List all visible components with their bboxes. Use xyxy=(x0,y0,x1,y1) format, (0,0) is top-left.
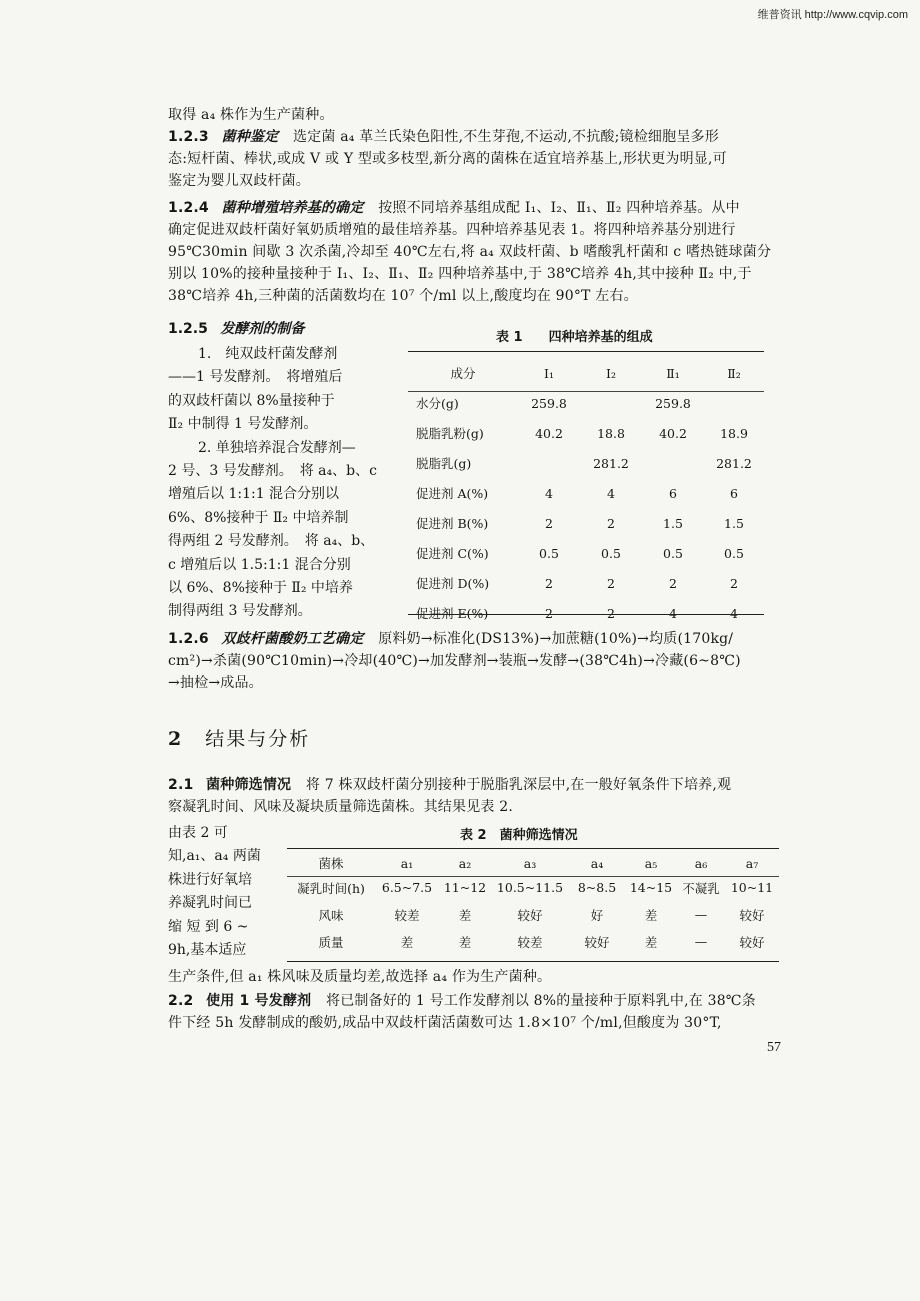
section-2-1 xyxy=(168,774,804,818)
paragraph-line: 增殖后以 1:1:1 混合分别以 xyxy=(168,486,340,503)
column-header-medium: Ⅰ₂ xyxy=(606,365,616,381)
section-2-heading xyxy=(168,724,310,751)
row-label: 风味 xyxy=(318,907,344,923)
table-cell: 281.2 xyxy=(716,455,752,471)
section-number: 2.2 xyxy=(168,993,194,1009)
table-2 xyxy=(287,852,779,955)
table-cell: 差 xyxy=(644,907,658,923)
column-header-strain-id: a₄ xyxy=(590,855,604,871)
paragraph-text: 38℃培养 4h,三种菌的活菌数均在 10⁷ 个/ml 以上,酸度均在 90°T 左右。 xyxy=(168,288,638,304)
table-row xyxy=(408,568,764,598)
paragraph-text: cm²)→杀菌(90℃10min)→冷却(40℃)→加发酵剂→装瓶→发酵→(38℃4h)→冷藏(6~8℃) xyxy=(168,653,741,669)
row-label: 促进剂 D(%) xyxy=(416,576,490,591)
section-2-2 xyxy=(168,990,804,1034)
table-cell: 较差 xyxy=(394,907,420,923)
section-1-2-6 xyxy=(168,628,804,694)
table-cell: 8~8.5 xyxy=(577,880,617,895)
table-row xyxy=(408,418,764,448)
table-cell xyxy=(642,448,704,478)
table-2-top-rule xyxy=(287,848,779,849)
paragraph-text: 别以 10%的接种量接种于 Ⅰ₁、Ⅰ₂、Ⅱ₁、Ⅱ₂ 四种培养基中,于 38℃培养 4h,其中接种 Ⅱ₂ 中,于 xyxy=(168,266,752,282)
paragraph-line: 得两组 2 号发酵剂。 将 a₄、b、 xyxy=(168,533,375,550)
table-1-header-row xyxy=(408,358,764,388)
table-cell: 6.5~7.5 xyxy=(381,880,433,895)
table-cell: 6 xyxy=(669,485,677,501)
paragraph-line: c 增殖后以 1.5:1:1 混合分别 xyxy=(168,556,351,573)
table-cell: 4 xyxy=(545,485,553,501)
paragraph-line: 缩 短 到 6 ~ xyxy=(168,918,249,935)
intro-line: 取得 a₄ 株作为生产菌种。 xyxy=(168,107,334,123)
table-cell: 40.2 xyxy=(659,425,687,441)
paragraph-line: 由表 2 可 xyxy=(168,825,228,841)
page-number: 57 xyxy=(767,1040,781,1055)
paragraph-text: 态:短杆菌、棒状,或成 V 或 Y 型或多枝型,新分离的菌株在适宜培养基上,形状更为明显,可 xyxy=(168,151,727,167)
column-header-strain-id: a₃ xyxy=(523,855,537,871)
table-cell: 6 xyxy=(730,485,738,501)
column-header-strain-id: a₇ xyxy=(745,855,759,871)
section-1-2-4 xyxy=(168,197,804,307)
table-cell: 2 xyxy=(669,575,677,591)
table-cell: 4 xyxy=(669,605,677,621)
section-title: 使用 1 号发酵剂 xyxy=(206,993,312,1009)
section-title: 菌种鉴定 xyxy=(221,129,279,145)
column-header-strain-id: a₅ xyxy=(644,855,658,871)
row-label: 质量 xyxy=(318,934,344,950)
row-label: 促进剂 B(%) xyxy=(416,516,489,531)
row-label: 促进剂 E(%) xyxy=(416,606,489,621)
section-1-2-5-body xyxy=(168,343,386,624)
paragraph-line: 养凝乳时间已 xyxy=(168,895,252,912)
table-cell: — xyxy=(694,934,708,949)
table-cell: 差 xyxy=(458,934,472,950)
table-cell: 较好 xyxy=(739,934,765,950)
table-cell: 4 xyxy=(607,485,615,501)
paragraph-line: 株进行好氧培 xyxy=(168,871,252,888)
section-number: 1.2.6 xyxy=(168,631,209,647)
section-number: 1.2.5 xyxy=(168,321,208,337)
paragraph-line: 知,a₁、a₄ 两菌 xyxy=(168,848,261,865)
table-row xyxy=(287,874,779,901)
table-1-caption: 表 1 四种培养基的组成 xyxy=(496,330,653,345)
table-cell: 差 xyxy=(400,934,414,950)
paragraph-text: 件下经 5h 发酵制成的酸奶,成品中双歧杆菌活菌数可达 1.8×10⁷ 个/ml,但酸度为 30°T, xyxy=(168,1015,722,1031)
table-row xyxy=(408,508,764,538)
table-2-caption: 表 2 菌种筛选情况 xyxy=(460,828,578,843)
column-header-strain: 菌株 xyxy=(318,856,344,871)
row-label: 凝乳时间(h) xyxy=(297,880,365,896)
row-label: 脱脂乳(g) xyxy=(416,456,472,471)
table-cell: 259.8 xyxy=(531,395,567,411)
paragraph-line: 6%、8%接种于 Ⅱ₂ 中培养制 xyxy=(168,509,349,526)
paragraph-text: 鉴定为婴儿双歧杆菌。 xyxy=(168,173,310,189)
section-number: 2 xyxy=(168,728,182,750)
table-1-bottom-rule xyxy=(408,614,764,615)
section-2-1-side-text xyxy=(168,822,272,962)
table-cell: 2 xyxy=(607,575,615,591)
table-cell: 11~12 xyxy=(443,880,487,895)
column-header-strain-id: a₁ xyxy=(400,855,414,871)
table-cell: 1.5 xyxy=(724,515,744,531)
table-cell: 1.5 xyxy=(663,515,683,531)
table-cell: 较好 xyxy=(517,907,543,923)
column-header-medium: Ⅰ₁ xyxy=(544,365,554,381)
table-row xyxy=(408,598,764,628)
paragraph-text: 选定菌 a₄ 革兰氏染色阳性,不生芽孢,不运动,不抗酸;镜检细胞呈多形 xyxy=(293,129,719,145)
paragraph-line: ——1 号发酵剂。 将增殖后 xyxy=(168,369,343,386)
table-cell: — xyxy=(694,907,708,922)
column-header-strain-id: a₆ xyxy=(694,855,708,871)
table-cell: 2 xyxy=(607,605,615,621)
row-label: 水分(g) xyxy=(416,396,459,411)
section-title: 菌种筛选情况 xyxy=(206,777,292,793)
table-cell: 2 xyxy=(545,575,553,591)
section-number: 1.2.4 xyxy=(168,200,209,216)
table-cell: 较好 xyxy=(584,934,610,950)
paragraph-line: 2. 单独培养混合发酵剂— xyxy=(198,439,356,456)
paragraph-line: 以 6%、8%接种于 Ⅱ₂ 中培养 xyxy=(168,580,353,597)
row-label: 脱脂乳粉(g) xyxy=(416,426,484,441)
row-label: 促进剂 C(%) xyxy=(416,546,489,561)
table-row xyxy=(287,901,779,928)
section-title: 菌种增殖培养基的确定 xyxy=(221,200,364,216)
table-cell: 较好 xyxy=(739,907,765,923)
column-header-strain-id: a₂ xyxy=(458,855,472,871)
table-cell xyxy=(518,448,580,478)
table-cell: 14~15 xyxy=(629,880,673,895)
section-number: 1.2.3 xyxy=(168,129,209,145)
table-row xyxy=(287,928,779,955)
table-row xyxy=(408,478,764,508)
paragraph-text: 将 7 株双歧杆菌分别接种于脱脂乳深层中,在一般好氧条件下培养,观 xyxy=(305,777,732,793)
table-cell: 2 xyxy=(545,605,553,621)
table-cell: 差 xyxy=(458,907,472,923)
paragraph-line: 1. 纯双歧杆菌发酵剂 xyxy=(198,346,338,362)
section-1-2-5-heading xyxy=(168,318,304,340)
section-title: 双歧杆菌酸奶工艺确定 xyxy=(221,631,364,647)
table-cell: 2 xyxy=(545,515,553,531)
table-cell: 不凝乳 xyxy=(682,880,720,896)
table-cell: 4 xyxy=(730,605,738,621)
table-cell: 0.5 xyxy=(663,545,683,561)
table-1-body xyxy=(408,388,764,628)
table-cell: 2 xyxy=(730,575,738,591)
table-1-top-rule xyxy=(408,351,764,352)
table-cell: 18.9 xyxy=(720,425,748,441)
table-cell: 0.5 xyxy=(724,545,744,561)
paragraph-line: 制得两组 3 号发酵剂。 xyxy=(168,603,312,620)
section-title: 发酵剂的制备 xyxy=(220,321,305,337)
paragraph-text: 察凝乳时间、风味及凝块质量筛选菌株。其结果见表 2. xyxy=(168,799,514,815)
table-cell xyxy=(580,388,642,418)
table-cell: 0.5 xyxy=(539,545,559,561)
table-2-bottom-rule xyxy=(287,961,779,962)
table-cell: 好 xyxy=(590,907,604,923)
section-1-2-3 xyxy=(168,126,804,192)
paragraph-text: 确定促进双歧杆菌好氧奶质增殖的最佳培养基。四种培养基见表 1。将四种培养基分别进行 xyxy=(168,222,736,238)
section-number: 2.1 xyxy=(168,777,194,793)
paragraph-text: 将已制备好的 1 号工作发酵剂以 8%的量接种于原料乳中,在 38℃条 xyxy=(326,993,756,1009)
watermark: 维普资讯 http://www.cqvip.com xyxy=(757,9,908,21)
table-cell xyxy=(704,388,764,418)
table-row xyxy=(408,388,764,418)
section-2-1-conclusion: 生产条件,但 a₁ 株风味及质量均差,故选择 a₄ 作为生产菌种。 xyxy=(168,969,552,985)
row-label: 促进剂 A(%) xyxy=(416,486,489,501)
paragraph-line: 的双歧杆菌以 8%量接种于 xyxy=(168,392,335,409)
table-cell: 281.2 xyxy=(593,455,629,471)
paragraph-text: 原料奶→标准化(DS13%)→加蔗糖(10%)→均质(170kg/ xyxy=(378,631,734,647)
paragraph-line: Ⅱ₂ 中制得 1 号发酵剂。 xyxy=(168,416,318,433)
paragraph-text: 95℃30min 间歇 3 次杀菌,冷却至 40℃左右,将 a₄ 双歧杆菌、b 嗜酸乳杆菌和 c 嗜热链球菌分 xyxy=(168,244,772,260)
table-cell: 40.2 xyxy=(535,425,563,441)
table-row xyxy=(408,538,764,568)
table-row xyxy=(408,448,764,478)
table-cell: 259.8 xyxy=(655,395,691,411)
paragraph-text: →抽检→成品。 xyxy=(168,675,263,691)
table-2-header-row xyxy=(287,852,779,874)
paragraph-line: 2 号、3 号发酵剂。 将 a₄、b、c xyxy=(168,463,377,480)
paragraph-text: 按照不同培养基组成配 Ⅰ₁、Ⅰ₂、Ⅱ₁、Ⅱ₂ 四种培养基。从中 xyxy=(378,200,740,216)
table-cell: 10.5~11.5 xyxy=(496,880,564,895)
column-header-component: 成分 xyxy=(450,366,476,381)
table-cell: 18.8 xyxy=(597,425,625,441)
table-2-body xyxy=(287,874,779,955)
table-1 xyxy=(408,358,764,628)
section-title: 结果与分析 xyxy=(205,728,311,750)
table-cell: 10~11 xyxy=(730,880,774,895)
column-header-medium: Ⅱ₁ xyxy=(666,365,680,381)
table-cell: 2 xyxy=(607,515,615,531)
paragraph-line: 9h,基本适应 xyxy=(168,942,247,959)
column-header-medium: Ⅱ₂ xyxy=(727,365,741,381)
table-cell: 差 xyxy=(644,934,658,950)
table-cell: 较差 xyxy=(517,934,543,950)
table-cell: 0.5 xyxy=(601,545,621,561)
